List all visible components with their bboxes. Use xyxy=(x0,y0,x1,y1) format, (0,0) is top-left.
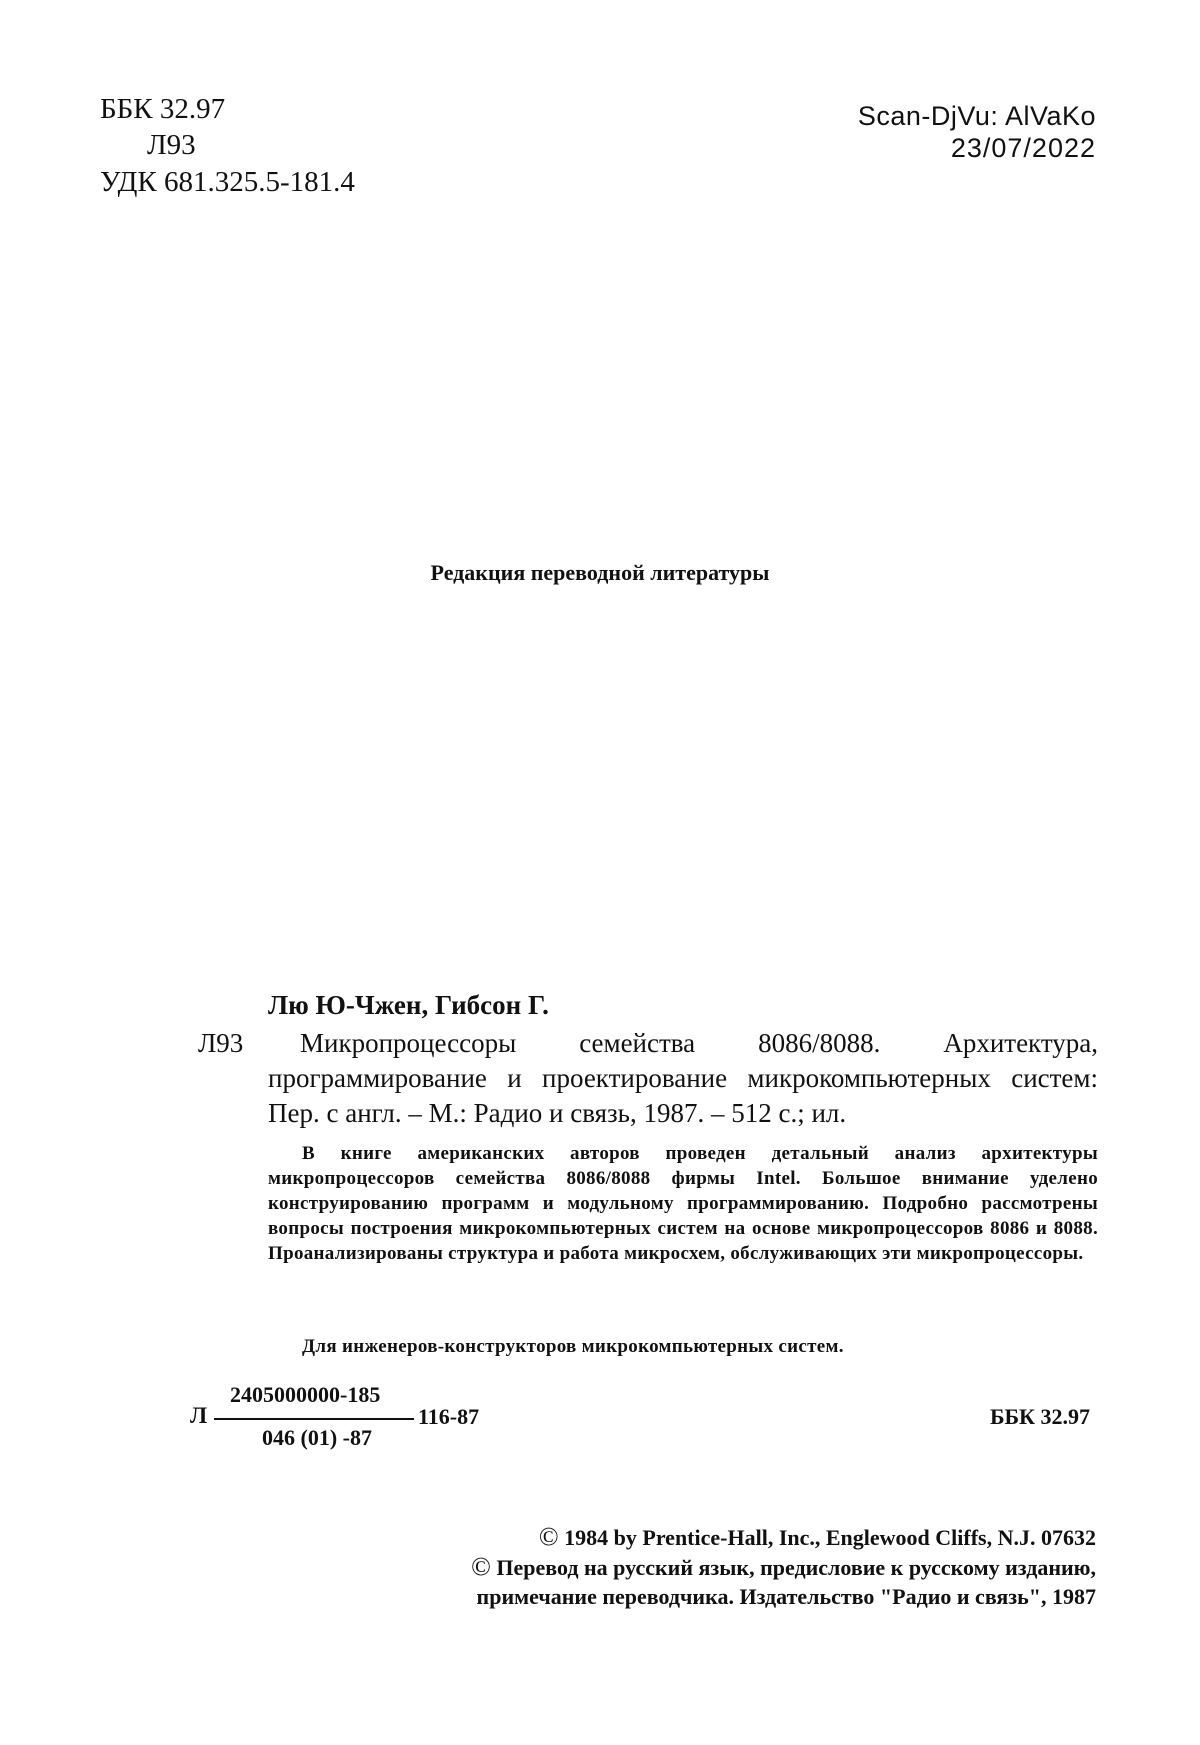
author-code-top: Л93 xyxy=(147,129,196,161)
copyright-line-2: Перевод на русский язык, предисловие к русскому изданию, xyxy=(496,1555,1096,1580)
index-letter: Л xyxy=(190,1403,208,1428)
copyright-symbol-2: © xyxy=(471,1552,491,1581)
annotation-text: В книге американских авторов проведен детальный анализ архитектуры микропроцессоров семейства 8086/8088 фирмы Intel. Большое внимание уделено конструированию программ и модульному программированию. Подробно рассмотрены вопросы построения микрокомпьютерных систем на основе микропроцессоров 8086 и 8088. Проанализированы структура и работа микросхем, обслуживающих эти микропроцессоры. xyxy=(268,1143,1098,1264)
bbk-code-top: ББК 32.97 xyxy=(100,93,226,125)
copyright-line-1: 1984 by Prentice-Hall, Inc., Englewood Cliffs, N.J. 07632 xyxy=(564,1525,1096,1550)
bibliographic-description xyxy=(268,1026,1098,1131)
target-audience: Для инженеров-конструкторов микрокомпьютерных систем. xyxy=(302,1336,844,1357)
fraction-line xyxy=(214,1418,414,1420)
bbk-code-bottom: ББК 32.97 xyxy=(989,1404,1090,1429)
copyright-line-3: примечание переводчика. Издательство "Радио и связь", 1987 xyxy=(476,1584,1096,1609)
index-suffix: 116-87 xyxy=(418,1404,480,1429)
scan-date: 23/07/2022 xyxy=(950,133,1096,163)
author-code: Л93 xyxy=(198,1028,244,1058)
copyright-translation xyxy=(471,1552,1096,1583)
editorial-office: Редакция переводной литературы xyxy=(430,560,770,585)
bib-text: Микропроцессоры семейства 8086/8088. Архитектура, программирование и проектирование микрокомпьютерных систем: Пер. с англ. – М.: Радио и связь, 1987. – 512 с.; ил. xyxy=(268,1028,1098,1128)
scan-info: Scan-DjVu: AlVaKo xyxy=(857,101,1096,131)
copyright-original xyxy=(539,1522,1096,1553)
book-authors: Лю Ю-Чжен, Гибсон Г. xyxy=(268,990,549,1020)
index-numerator: 2405000000-185 xyxy=(230,1382,381,1407)
copyright-symbol: © xyxy=(538,1522,559,1551)
index-denominator: 046 (01) -87 xyxy=(262,1425,372,1450)
annotation xyxy=(268,1141,1098,1266)
udk-code: УДК 681.325.5-181.4 xyxy=(100,166,355,198)
